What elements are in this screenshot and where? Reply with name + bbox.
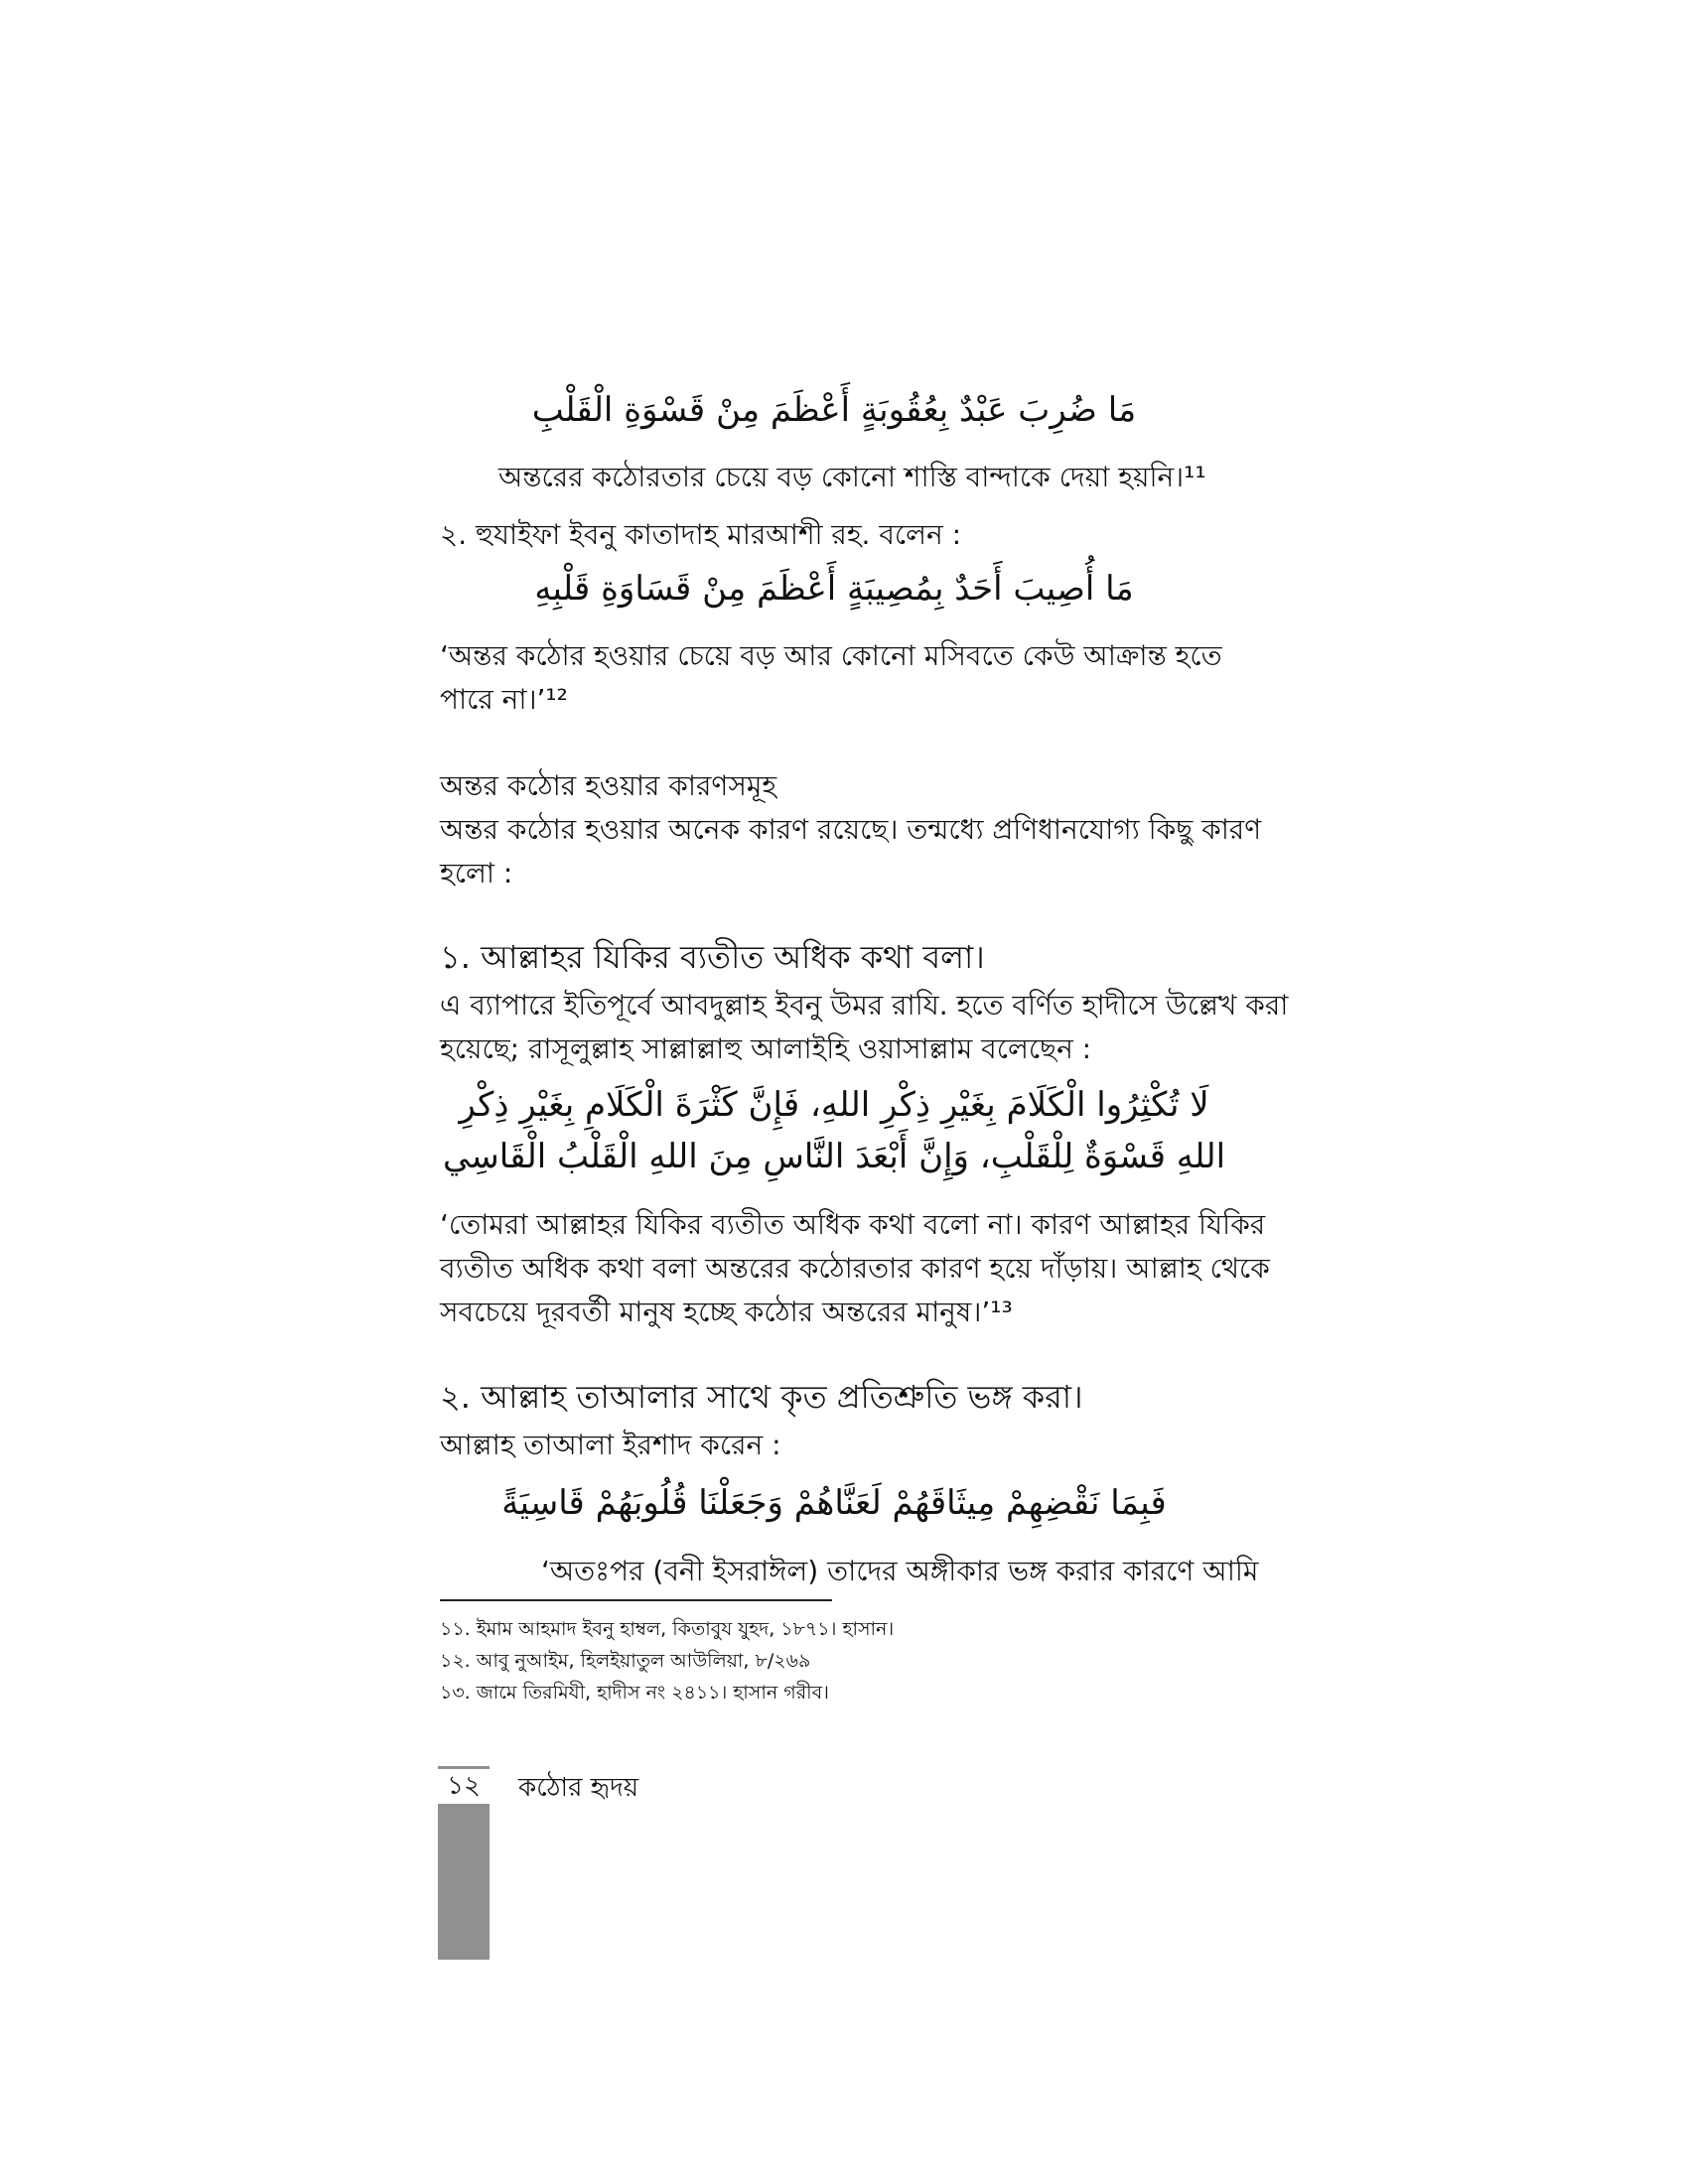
page-number: ১২ — [447, 1771, 481, 1801]
cause-heading-1: ১. আল্লাহর যিকির ব্যতীত অধিক কথা বলা। — [440, 938, 985, 976]
translation-1: অন্তরের কঠোরতার চেয়ে বড় কোনো শাস্তি বান্দাকে দেয়া হয়নি।¹¹ — [498, 461, 1206, 493]
running-title: কঠোর হৃদয় — [518, 1773, 639, 1803]
arabic-quote-1: مَا ضُرِبَ عَبْدٌ بِعُقُوبَةٍ أَعْظَمَ مِنْ قَسْوَةِ الْقَلْبِ — [531, 390, 1137, 430]
hadith-translation-line-2: ব্যতীত অধিক কথা বলা অন্তরের কঠোরতার কারণ হয়ে দাঁড়ায়। আল্লাহ থেকে — [440, 1252, 1270, 1285]
causes-intro-line-2: হলো : — [440, 857, 513, 889]
cause-1-line-1: এ ব্যাপারে ইতিপূর্বে আবদুল্লাহ ইবনু উমর রাযি. হতে বর্ণিত হাদীসে উল্লেখ করা — [440, 989, 1289, 1022]
cause-1-line-2: হয়েছে; রাসূলুল্লাহ সাল্লাল্লাহু আলাইহি ওয়াসাল্লাম বলেছেন : — [440, 1032, 1092, 1065]
translation-2-line-2: পারে না।’¹² — [440, 683, 568, 716]
arabic-hadith-line-2: اللهِ قَسْوَةٌ لِلْقَلْبِ، وَإِنَّ أَبْعَدَ النَّاسِ مِنَ اللهِ الْقَلْبُ الْقَاسِي — [442, 1137, 1226, 1176]
translation-2-line-1: ‘অন্তর কঠোর হওয়ার চেয়ে বড় আর কোনো মসিবতে কেউ আক্রান্ত হতে — [440, 639, 1222, 672]
arabic-hadith-line-1: لَا تُكْثِرُوا الْكَلَامَ بِغَيْرِ ذِكْرِ اللهِ، فَإِنَّ كَثْرَةَ الْكَلَامِ بِغَيْرِ ذِكْرِ — [459, 1085, 1209, 1125]
footnote-11: ১১. ইমাম আহমাদ ইবনু হাম্বল, কিতাবুয যুহদ, ১৮৭১। হাসান। — [440, 1618, 895, 1640]
arabic-verse: فَبِمَا نَقْضِهِمْ مِيثَاقَهُمْ لَعَنَّاهُمْ وَجَعَلْنَا قُلُوبَهُمْ قَاسِيَةً — [501, 1483, 1167, 1523]
footnote-divider — [440, 1599, 832, 1601]
footnote-12: ১২. আবু নুআইম, হিলইয়াতুল আউলিয়া, ৮/২৬৯ — [440, 1650, 811, 1672]
arabic-quote-2: مَا أُصِيبَ أَحَدٌ بِمُصِيبَةٍ أَعْظَمَ مِنْ قَسَاوَةِ قَلْبِهِ — [534, 569, 1134, 609]
section-heading-causes: অন্তর কঠোর হওয়ার কারণসমূহ — [440, 769, 777, 802]
footnote-13: ১৩. জামে তিরমিযী, হাদীস নং ২৪১১। হাসান গরীব। — [440, 1682, 829, 1704]
hadith-translation-line-3: সবচেয়ে দূরবর্তী মানুষ হচ্ছে কঠোর অন্তরের মানুষ।’¹³ — [440, 1296, 1013, 1328]
cause-2-intro: আল্লাহ তাআলা ইরশাদ করেন : — [440, 1429, 781, 1461]
cause-heading-2: ২. আল্লাহ তাআলার সাথে কৃত প্রতিশ্রুতি ভঙ্গ করা। — [440, 1378, 1083, 1416]
hadith-translation-line-1: ‘তোমরা আল্লাহর যিকির ব্যতীত অধিক কথা বলো না। কারণ আল্লাহর যিকির — [440, 1208, 1266, 1241]
causes-intro-line-1: অন্তর কঠোর হওয়ার অনেক কারণ রয়েছে। তন্মধ্যে প্রণিধানযোগ্য কিছু কারণ — [440, 813, 1262, 846]
paragraph-2: ২. হুযাইফা ইবনু কাতাদাহ মারআশী রহ. বলেন : — [440, 518, 962, 551]
verse-translation-line-1: ‘অতঃপর (বনী ইসরাঈল) তাদের অঙ্গীকার ভঙ্গ করার কারণে আমি — [541, 1555, 1259, 1587]
